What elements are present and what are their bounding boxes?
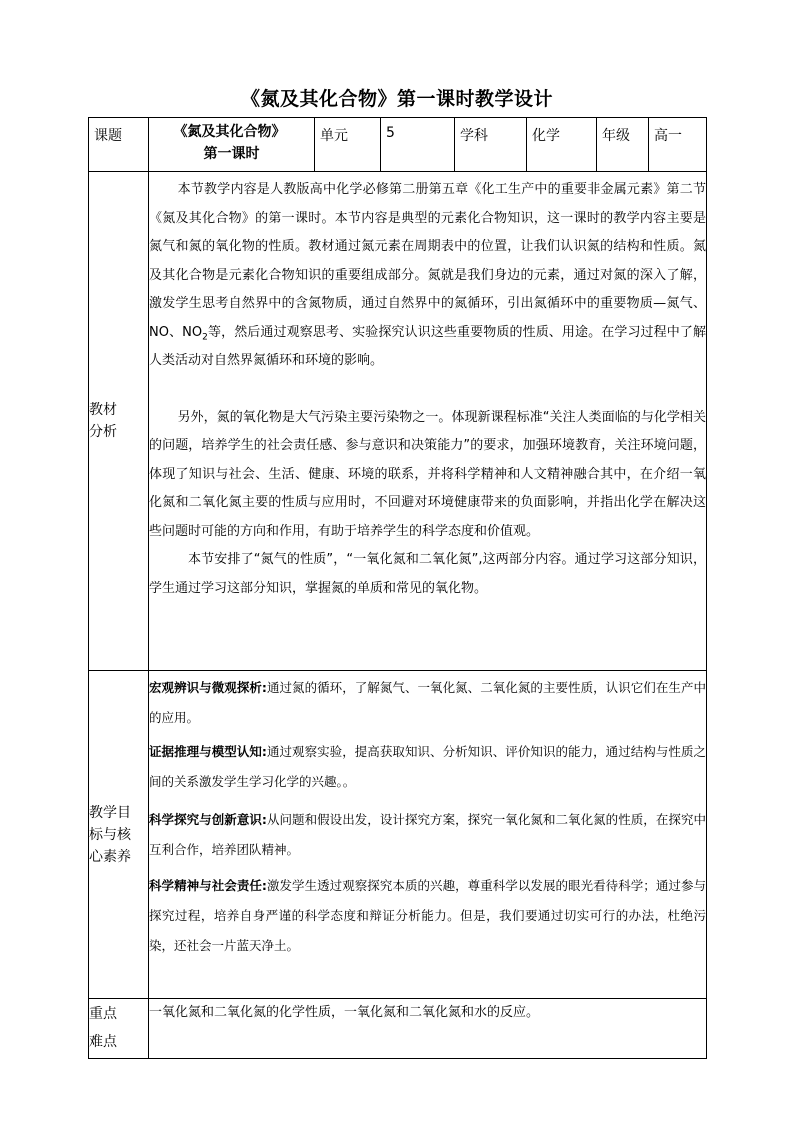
subject-label-cell [455,118,527,172]
grade-label: 年级 [602,128,630,144]
key-points-label-line1: 重点 [89,1006,117,1022]
objectives-label-line2: 标与核 [89,826,131,843]
page-title: 《氮及其化合物》第一课时教学设计 [240,88,553,110]
subject-label: 学科 [460,128,488,144]
header-row [89,118,707,172]
analysis-paragraph-1: 本节教学内容是人教版高中化学必修第二册第五章《化工生产中的重要非金属元素》第二节《氮及其化合物》的第一课时。本节内容是典型的元素化合物知识，这一课时的教学内容主要是氮气和氮的氧化物的性质。教材通过氮元素在周期表中的位置，让我们认识氮的结构和性质。氮及其化合物是元素化合物知识的重要组成部分。氮就是我们身边的元素，通过对氮的深入了解，激发学生思考自然界中的含氮物质，通过自然界中的氮循环，引出氮循环中的重要物质—氮气、NO、$NO_2$等，然后通过观察思考、实验探究认识这些重要物质的性质、用途。在学习过程中了解人类活动对自然界氮循环和环境的影响。 [149,182,706,368]
objectives-row [89,671,707,999]
analysis-content [149,172,707,671]
topic-title-line1: 《氮及其化合物》 [173,124,286,140]
topic-label-cell [89,118,149,172]
analysis-row [89,172,707,671]
key-points-content: 一氧化氮和二氧化氮的化学性质，一氧化氮和二氧化氮和水的反应。 [149,999,707,1059]
subject-value: 化学 [532,128,560,144]
objective-item: 科学精神与社会责任:激发学生透过观察探究本质的兴趣，尊重科学以发展的眼光看待科学；通过参与探究过程，培养自身严谨的科学态度和辩证分析能力。但是，我们要通过切实可行的办法，杜绝污染，还社会一片蓝天净土。 [149,878,706,953]
unit-value-cell [381,118,455,172]
grade-value-cell [649,118,707,172]
objectives-label-line1: 教学目 [89,804,131,821]
key-points-label-line2: 难点 [89,1034,117,1050]
topic-label: 课题 [94,128,122,144]
analysis-label-line1: 教材 [89,402,117,418]
objectives-content [149,671,707,999]
analysis-paragraph-3: 本节安排了“氮气的性质”，“一氧化氮和二氧化氮”,这两部分内容。通过学习这部分知识，学生通过学习这部分知识，掌握氮的单质和常见的氧化物。 [149,552,706,596]
no2-subscript: 2 [202,332,208,343]
topic-title-line2: 第一课时 [203,146,260,162]
subject-value-cell [527,118,597,172]
analysis-label-cell [89,172,149,671]
topic-value-cell [149,118,315,172]
analysis-paragraph-2: 另外，氮的氧化物是大气污染主要污染物之一。体现新课程标准“关注人类面临的与化学相关的问题，培养学生的社会责任感、参与意识和决策能力”的要求，加强环境教育，关注环境问题，体现了知识与社会、生活、健康、环境的联系，并将科学精神和人文精神融合其中，在介绍一氧化氮和二氧化氮主要的性质与应用时，不回避对环境健康带来的负面影响，并指出化学在解决这些问题时可能的方向和作用，有助于培养学生的科学态度和价值观。 [149,409,706,539]
unit-value: 5 [386,125,395,141]
grade-value: 高一 [654,128,682,144]
objective-item: 科学探究与创新意识:从问题和假设出发，设计探究方案，探究一氧化氮和二氧化氮的性质，在探究中互利合作，培养团队精神。 [149,812,706,857]
objective-item: 宏观辨识与微观探析:通过氮的循环，了解氮气、一氧化氮、二氧化氮的主要性质，认识它们在生产中的应用。 [149,680,706,725]
unit-label: 单元 [320,128,348,144]
lesson-plan-table [88,117,707,1059]
grade-label-cell [597,118,649,172]
key-points-row [89,999,707,1059]
key-points-label-cell [89,999,149,1059]
unit-label-cell [315,118,381,172]
objectives-label-line3: 心素养 [89,848,131,865]
analysis-label-line2: 分析 [89,424,117,440]
objectives-label-cell [89,671,149,999]
objective-item: 证据推理与模型认知:通过观察实验，提高获取知识、分析知识、评价知识的能力，通过结构与性质之间的关系激发学生学习化学的兴趣。。 [149,744,706,789]
